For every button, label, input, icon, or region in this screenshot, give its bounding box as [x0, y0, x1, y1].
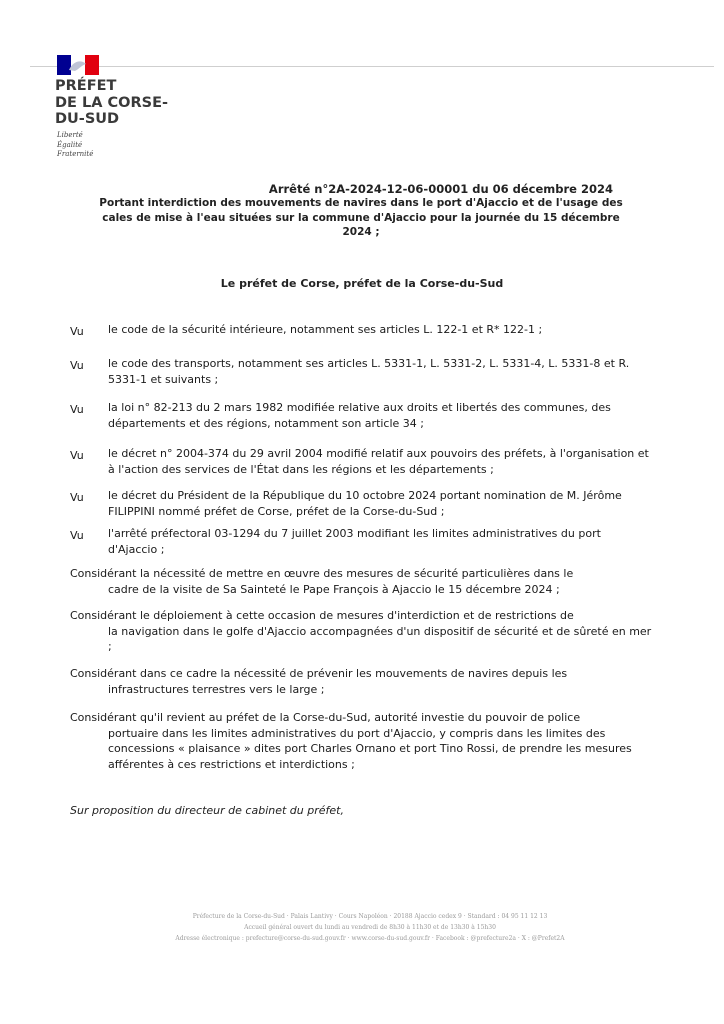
- vu-item: [70, 446, 650, 477]
- marianne-flag-icon: [57, 55, 99, 75]
- footer: [70, 911, 670, 944]
- considerant-first-line: Considérant dans ce cadre la nécessité de prévenir les mouvements de navires depuis les: [70, 667, 568, 680]
- footer-hours: Accueil général ouvert du lundi au vendredi de 8h30 à 11h30 et de 13h30 à 15h30: [244, 924, 496, 931]
- vu-label: Vu: [70, 529, 84, 542]
- considerant-rest: cadre de la visite de Sa Sainteté le Pape François à Ajaccio le 15 décembre 2024 ;: [108, 582, 560, 596]
- considerant-item: [70, 566, 658, 597]
- proposal-line: Sur proposition du directeur de cabinet du préfet,: [70, 804, 344, 817]
- header-rule: [30, 66, 714, 67]
- prefet-line: DU-SUD: [55, 111, 120, 127]
- vu-text: la loi n° 82-213 du 2 mars 1982 modifiée relative aux droits et libertés des communes, des départements et des régions, notamment son article 34 ;: [108, 401, 611, 430]
- considerant-rest: infrastructures terrestres vers le large ;: [108, 682, 325, 696]
- prefet-block: [55, 78, 168, 128]
- vu-label: Vu: [70, 359, 84, 372]
- vu-text: l'arrêté préfectoral 03-1294 du 7 juillet 2003 modifiant les limites administratives du port d'Ajaccio ;: [108, 527, 601, 556]
- arrete-number: Arrêté n°2A-2024-12-06-00001 du 06 décembre 2024: [268, 182, 613, 196]
- considerant-rest: portuaire dans les limites administratives du port d'Ajaccio, y compris dans les limites des concessions « plaisance » dites port Charles Ornano et port Tino Rossi, de prendre les mesures afférentes à ces restrictions et interdictions ;: [108, 726, 632, 771]
- vu-label: Vu: [70, 325, 84, 338]
- considerant-item: [70, 710, 658, 772]
- footer-contact: Adresse électronique : prefecture@corse-du-sud.gouv.fr · www.corse-du-sud.gouv.fr · Facebook : @prefecture2a · X : @Prefet2A: [175, 935, 565, 942]
- authority-title: Le préfet de Corse, préfet de la Corse-du-Sud: [220, 277, 504, 290]
- prefet-line: PRÉFET: [55, 78, 117, 94]
- considerant-item: [70, 666, 658, 697]
- vu-label: Vu: [70, 491, 84, 504]
- footer-address: Préfecture de la Corse-du-Sud · Palais Lantivy · Cours Napoléon · 20188 Ajaccio cedex 9 · Standard : 04 95 11 12 13: [192, 913, 548, 920]
- vu-text: le code de la sécurité intérieure, notamment ses articles L. 122-1 et R* 122-1 ;: [108, 323, 543, 336]
- vu-item: [70, 488, 650, 519]
- prefet-line: DE LA CORSE-: [55, 94, 168, 111]
- vu-text: le décret n° 2004-374 du 29 avril 2004 modifié relatif aux pouvoirs des préfets, à l'organisation et à l'action des services de l'État dans les régions et les départements ;: [108, 447, 649, 476]
- motto-line: Liberté: [57, 131, 83, 139]
- motto-line: Fraternité: [57, 150, 94, 158]
- vu-item: [70, 356, 650, 387]
- vu-text: le décret du Président de la République du 10 octobre 2024 portant nomination de M. Jérôme FILIPPINI nommé préfet de Corse, préfet de la Corse-du-Sud ;: [108, 489, 622, 518]
- considerant-first-line: Considérant le déploiement à cette occasion de mesures d'interdiction et de restrictions de: [70, 609, 574, 622]
- arrete-subject: Portant interdiction des mouvements de navires dans le port d'Ajaccio et de l'usage des cales de mise à l'eau situées sur la commune d'Ajaccio pour la journée du 15 décembre 2024 ;: [99, 197, 623, 238]
- motto-line: Égalité: [57, 140, 83, 149]
- republic-motto: [57, 131, 93, 160]
- vu-item: [70, 322, 650, 338]
- considerant-first-line: Considérant qu'il revient au préfet de la Corse-du-Sud, autorité investie du pouvoir de police: [70, 711, 581, 724]
- vu-label: Vu: [70, 403, 84, 416]
- vu-label: Vu: [70, 449, 84, 462]
- vu-item: [70, 526, 650, 557]
- considerant-first-line: Considérant la nécessité de mettre en œuvre des mesures de sécurité particulières dans le: [70, 567, 574, 580]
- vu-item: [70, 400, 650, 431]
- considerant-rest: la navigation dans le golfe d'Ajaccio accompagnées d'un dispositif de sécurité et de sûreté en mer ;: [108, 624, 652, 653]
- vu-text: le code des transports, notamment ses articles L. 5331-1, L. 5331-2, L. 5331-4, L. 5331-8 et R. 5331-1 et suivants ;: [108, 357, 630, 386]
- considerant-item: [70, 608, 658, 655]
